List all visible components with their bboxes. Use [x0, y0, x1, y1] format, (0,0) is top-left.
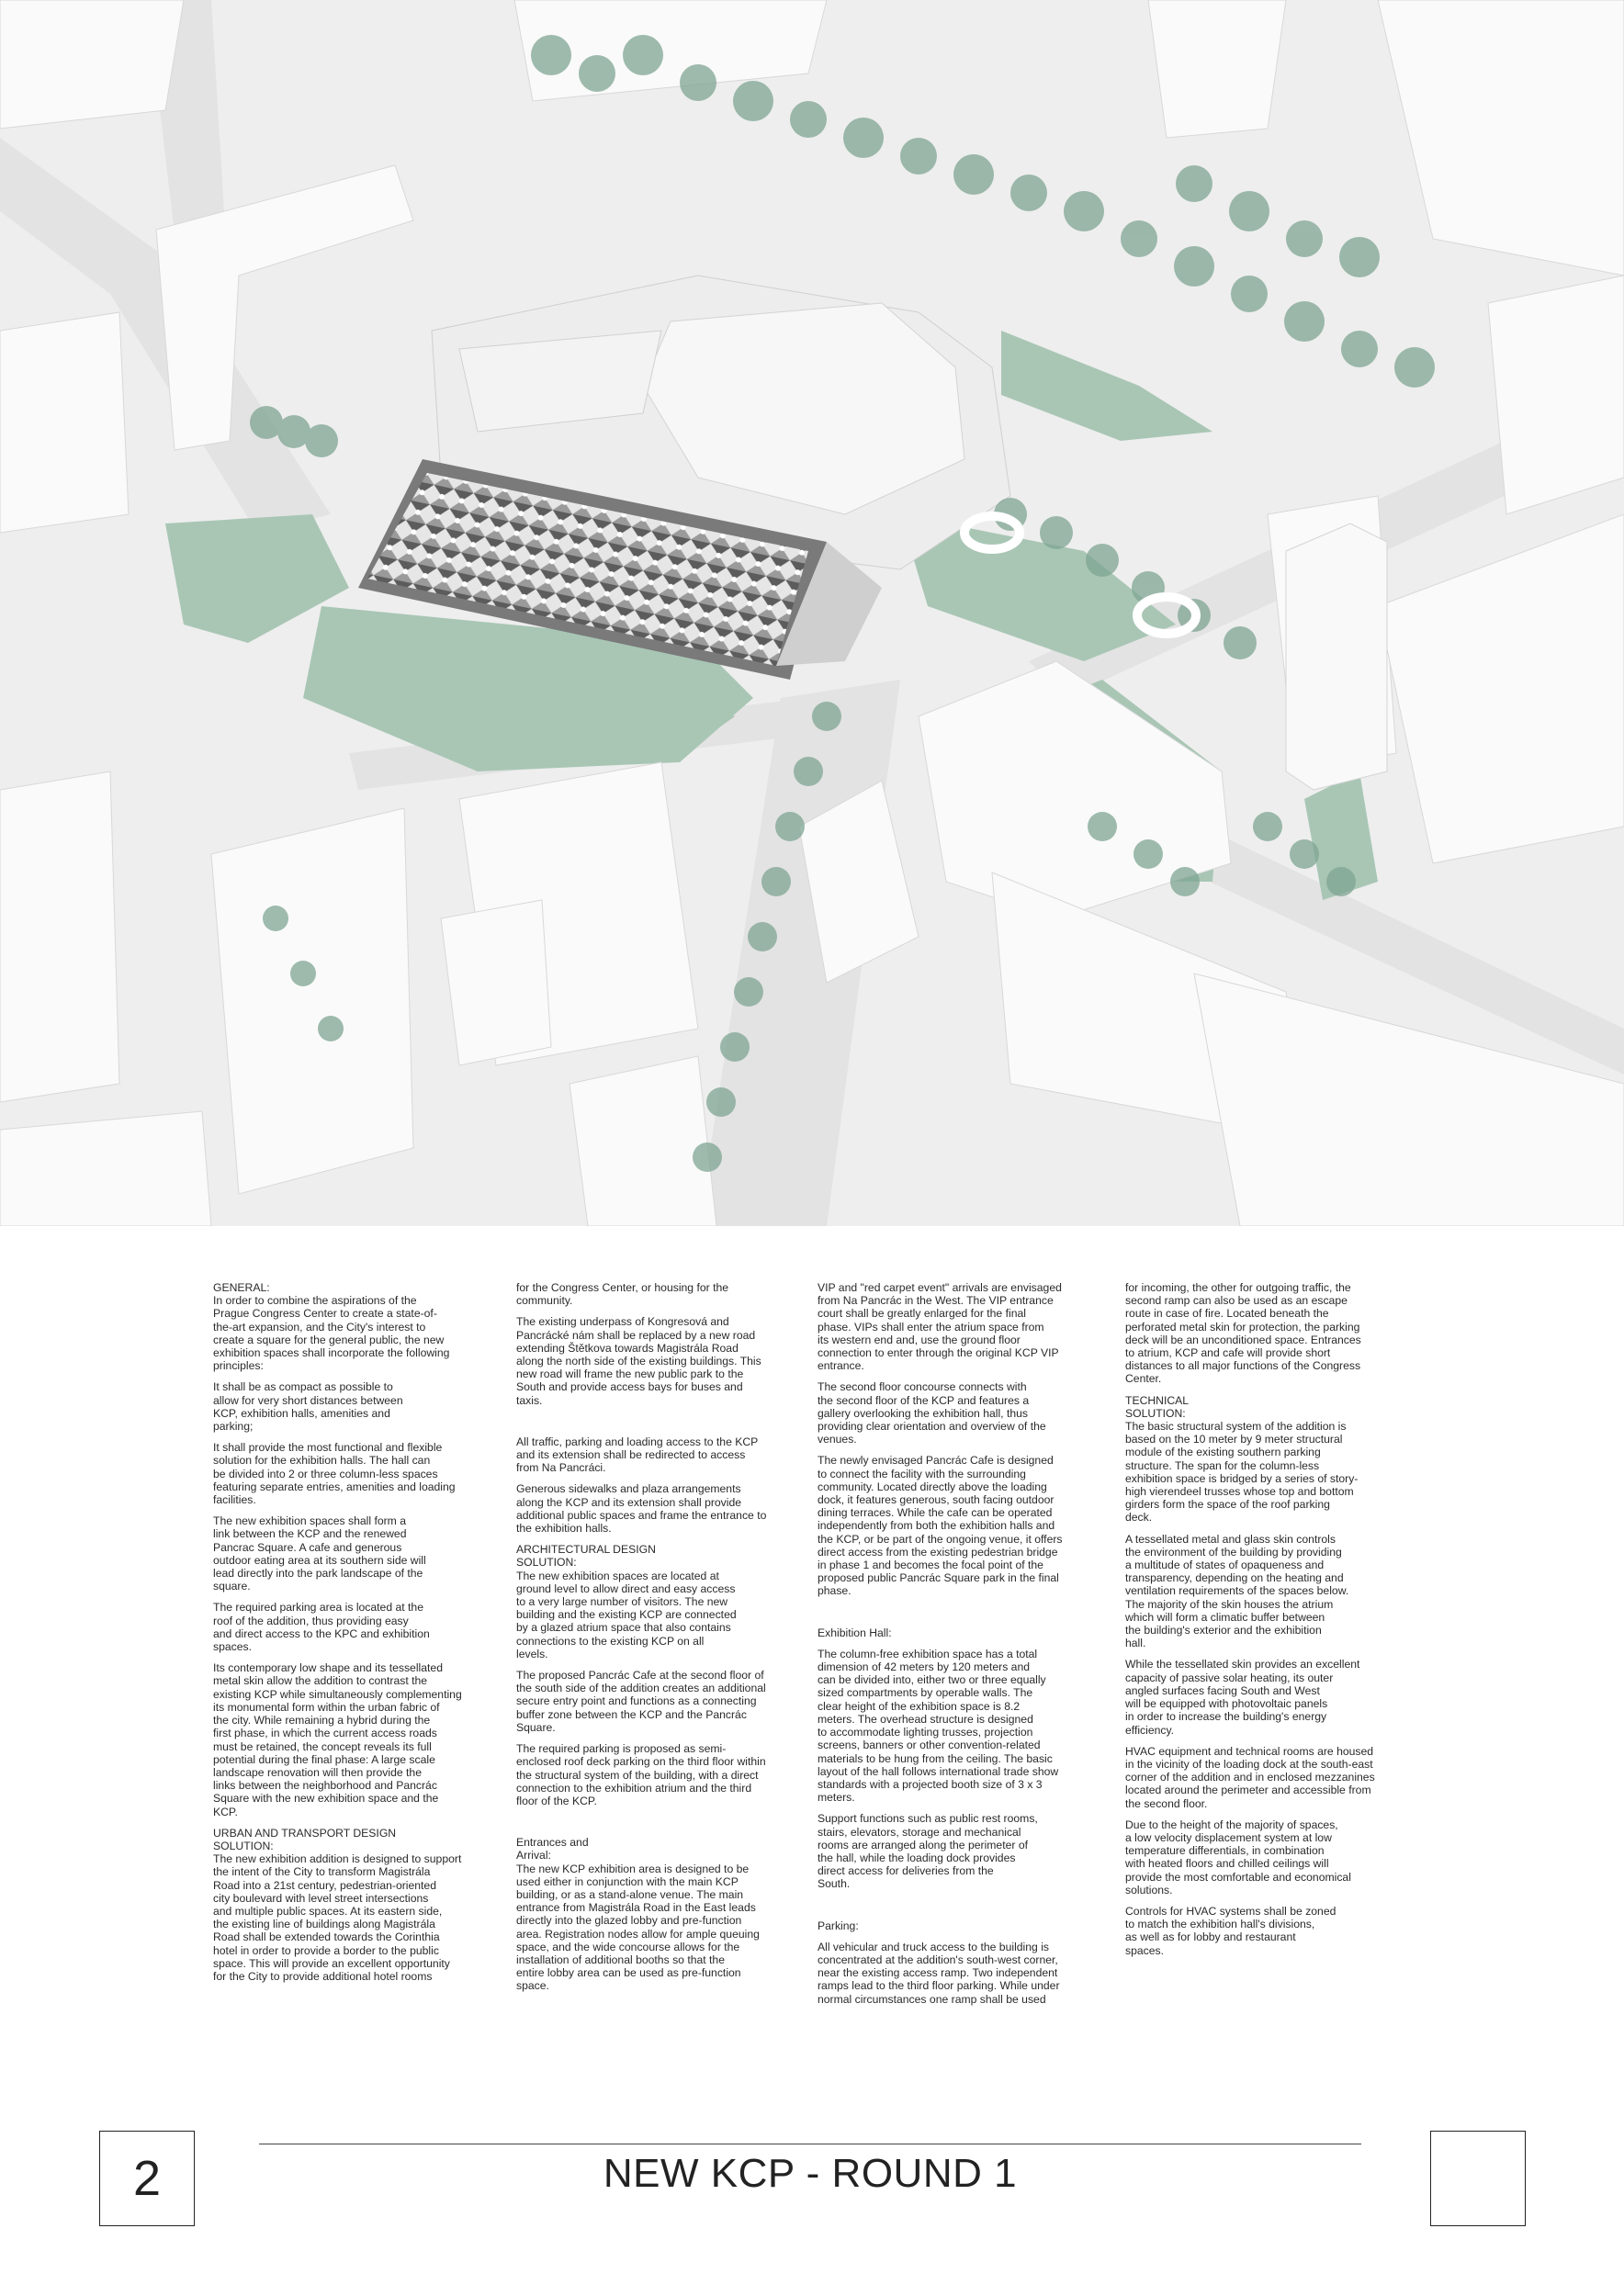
hvac-controls-paragraph: Controls for HVAC systems shall be zoned to match the exhibition hall's divisions, as well as for lobby and restaurant spaces. — [1125, 1904, 1336, 1957]
tessellated-skin-paragraph: A tessellated metal and glass skin controls the environment of the building by providing a multitude of states of opaqueness and transparency, depending on the heating and ventilation requirements of the spaces below. The majority of the skin houses the atrium which will form a climatic buffer between the building's exterior and the exhibition hall. — [1125, 1532, 1349, 1650]
pancrac-cafe-paragraph: The newly envisaged Pancrác Cafe is designed to connect the facility with the surrounding community. Located directly above the loading dock, it features generous, south facing outdoor dining terraces. While the cafe can be operated independently from both the exhibition halls and the KCP, or be part of the ongoing venue, it offers direct access from the existing pedestrian bridge in phase 1 and becomes the focal point of the proposed public Pancrác Square park in the final phase. — [818, 1454, 1063, 1598]
vehicular-access-paragraph: All vehicular and truck access to the building is concentrated at the addition's south-west corner, near the existing access ramp. Two independent ramps lead to the third floor parking. While under normal circumstances one ramp shall be used — [818, 1940, 1060, 2006]
corinthia-tower — [1286, 523, 1387, 790]
second-floor-paragraph: The second floor concourse connects with the second floor of the KCP and features a gallery overlooking the exhibition hall, thus providing clear orientation and overview of the venues. — [818, 1380, 1046, 1446]
footer-title: NEW KCP - ROUND 1 — [603, 2151, 1018, 2196]
urban-transport-paragraph: The new exhibition addition is designed to support the intent of the City to transform Magistrála Road into a 21st century, pedestrian-oriented city boulevard with level street intersections and multiple public spaces. At its eastern side, the existing line of buildings along Magistrála Road shall be extended towards the Corinthia hotel in order to provide a border to the public space. This will provide an excellent opportunity for the City to provide additional hotel rooms — [213, 1852, 462, 1983]
support-functions-paragraph: Support functions such as public rest rooms, stairs, elevators, storage and mechanical rooms are arranged along the perimeter of the hall, while the loading dock provides direct access for deliveries from the South. — [818, 1812, 1038, 1891]
parking-heading: Parking: — [818, 1919, 859, 1932]
parking-principle: The required parking area is located at the roof of the addition, thus providing easy and direct access to the KPC and exhibition spaces. — [213, 1601, 430, 1654]
text-column-2 — [516, 1281, 783, 2001]
cafe-paragraph: The proposed Pancrác Cafe at the second floor of the south side of the addition creates an additional secure entry point and functions as a connecting buffer zone between the KCP and the Pancrác Square. — [516, 1669, 766, 1734]
traffic-paragraph: All traffic, parking and loading access to the KCP and its extension shall be redirected to access from Na Pancráci. — [516, 1435, 759, 1475]
compact-principle: It shall be as compact as possible to allow for very short distances between KCP, exhibition halls, amenities and parking; — [213, 1380, 403, 1434]
hvac-equipment-paragraph: HVAC equipment and technical rooms are housed in the vicinity of the loading dock at the south-east corner of the addition and in enclosed mezzanines located around the perimeter and accessible from the second floor. — [1125, 1744, 1375, 1810]
contemporary-shape-paragraph: Its contemporary low shape and its tessellated metal skin allow the addition to contrast the existing KCP while simultaneously complementing its monumental form within the urban fabric of the city. While remaining a hybrid during the first phase, in which the current access roads must be retained, the concept reveals its full potential during the final phase: A large scale landscape renovation will then provide the links between the neighborhood and Pancrác Square with the new exhibition space and the KCP. — [213, 1661, 462, 1818]
entrances-heading: Entrances and Arrival: — [516, 1836, 589, 1863]
roof-parking-paragraph: The required parking is proposed as semi- enclosed roof deck parking on the third floor within the structural system of the building, with a direct connection to the exhibition atrium and the third floor of the KCP. — [516, 1742, 766, 1807]
underpass-paragraph: The existing underpass of Kongresová and Pancrácké nám shall be replaced by a new road extending Štětkova towards Magistrála Road along the north side of the existing buildings. This new road will frame the new public park to the South and provide access bays for buses and taxis. — [516, 1315, 761, 1407]
urban-transport-heading: URBAN AND TRANSPORT DESIGN SOLUTION: — [213, 1826, 397, 1852]
text-column-1 — [213, 1281, 479, 1991]
link-principle: The new exhibition spaces shall form a link between the KCP and the renewed Pancrac Square. A cafe and generous outdoor eating area at its southern side will lead directly into the park landscape of the square. — [213, 1514, 426, 1593]
general-paragraph: GENERAL: In order to combine the aspirations of the Prague Congress Center to create a state-of- the-art expansion, and the City's interest to create a square for the general public, the new exhibition spaces shall incorporate the following principles: — [213, 1281, 450, 1373]
architectural-design-heading: ARCHITECTURAL DESIGN SOLUTION: — [516, 1543, 656, 1570]
page-number-box — [99, 2131, 195, 2226]
technical-solution-heading: TECHNICAL SOLUTION: — [1125, 1393, 1190, 1420]
vip-paragraph: VIP and "red carpet event" arrivals are envisaged from Na Pancrác in the West. The VIP entrance court shall be greatly enlarged for the final phase. VIPs shall enter the atrium space from its western end and, use the ground floor connection to enter through the original KCP VIP entrance. — [818, 1281, 1062, 1373]
ground-level-paragraph: The new exhibition spaces are located at ground level to allow direct and easy access to a very large number of visitors. The new building and the existing KCP are connected by a glazed atrium space that also contains connections to the existing KCP on all levels. — [516, 1569, 737, 1660]
functional-principle: It shall provide the most functional and flexible solution for the exhibition halls. The hall can be divided into 2 or three column-less spaces featuring separate entries, amenities and loading facilities. — [213, 1441, 456, 1507]
continuation-paragraph: for the Congress Center, or housing for the community. — [516, 1281, 729, 1308]
text-column-4 — [1125, 1281, 1392, 1965]
displacement-system-paragraph: Due to the height of the majority of spaces, a low velocity displacement system at low temperature differentials, in combination with heated floors and chilled ceilings will provide the most comfortable and economical solutions. — [1125, 1818, 1351, 1896]
exhibition-hall-heading: Exhibition Hall: — [818, 1626, 892, 1639]
text-column-3 — [818, 1281, 1084, 2014]
ramp-continuation-paragraph: for incoming, the other for outgoing traffic, the second ramp can also be used as an escape route in case of fire. Located beneath the perforated metal skin for protection, the parking deck will be an unconditioned space. Entrances to atrium, KCP and cafe will provide short distances to all major functions of the Congress Center. — [1125, 1281, 1361, 1386]
sidewalks-paragraph: Generous sidewalks and plaza arrangements along the KCP and its extension shall provide additional public spaces and frame the entrance to the exhibition halls. — [516, 1482, 767, 1536]
blank-box — [1430, 2131, 1526, 2226]
entrances-paragraph: The new KCP exhibition area is designed to be used either in conjunction with the main KCP building, or as a stand-alone venue. The main entrance from Magistrála Road in the East leads directly into the glazed lobby and pre-function area. Registration nodes allow for ample queuing space, and the wide concourse allows for the installation of additional booths so that the entire lobby area can be used as pre-function space. — [516, 1862, 760, 1993]
solar-heating-paragraph: While the tessellated skin provides an excellent capacity of passive solar heating, its outer angled surfaces facing South and West will be equipped with photovoltaic panels in order to increase the building's energy efficiency. — [1125, 1658, 1360, 1737]
structural-system-paragraph: The basic structural system of the addition is based on the 10 meter by 9 meter structural module of the existing southern parking structure. The span for the column-less exhibition space is bridged by a series of story- high vierendeel trusses whose top and bottom girders form the space of the roof parking deck. — [1125, 1420, 1359, 1525]
page-number: 2 — [132, 2151, 162, 2206]
column-free-paragraph: The column-free exhibition space has a total dimension of 42 meters by 120 meters and can be divided into, either two or three equally sized compartments by operable walls. The clear height of the exhibition space is 8.2 meters. The overhead structure is designed to accommodate lighting trusses, projection screens, banners or other convention-related materials to be hung from the ceiling. The basic layout of the hall follows international trade show standards with a projected booth size of 3 x 3 meters. — [818, 1647, 1059, 1805]
